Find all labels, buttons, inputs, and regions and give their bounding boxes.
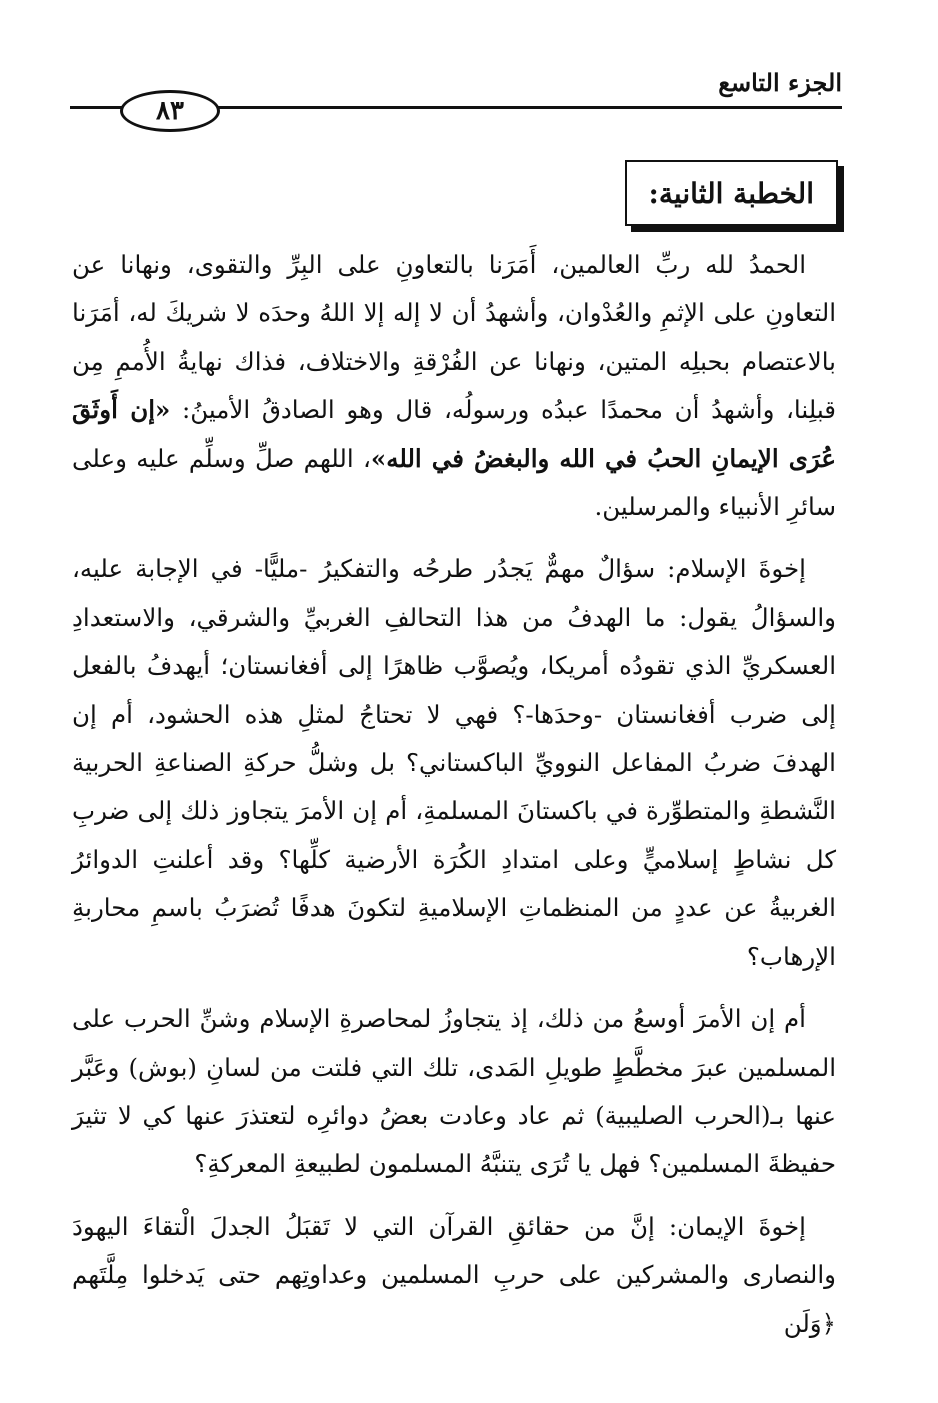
hadith-quote: «إن أَوثَقَ عُرَى الإيمانِ الحبُ في الله والبغضُ في الله» — [72, 395, 837, 473]
paragraph: أم إن الأمرَ أوسعُ من ذلك، إذ يتجاوزُ لمحاصرةِ الإسلام وشنِّ الحرب على المسلمين عبرَ مخطَّطٍ طويلِ المَدى، تلك التي فلتت من لسانِ (بوش) وعَبَّر عنها بـ(الحرب الصليبية) ثم عاد وعادت بعضُ دوائرِه لتعتذرَ عنها كي لا تثيرَ حفيظةَ المسلمين؟ فهل يا تُرَى يتنبَّهُ المسلمون لطبيعةِ المعركةِ؟ — [72, 1004, 836, 1179]
paragraph-text: الحمدُ لله ربِّ العالمين، أَمَرَنا بالتعاونِ على البِرِّ والتقوى، ونهانا عن التعاونِ على الإثمِ والعُدْوان، وأشهدُ أن لا إله إلا اللهُ وحدَه لا شريكَ له، أمَرَنا بالاعتصام بحبلِه المتين، ونهانا عن الفُرْقةِ والاختلاف، فذاك نهايةُ الأُممِ مِن قبلِنا، وأشهدُ أن محمدًا عبدُه ورسولُه، قال وهو الصادقُ الأمينُ: — [72, 250, 836, 425]
paragraph: إخوةَ الإيمان: إنَّ من حقائقِ القرآن التي لا تَقبَلُ الجدلَ الْتقاءَ اليهودَ والنصارى والمشركين على حربِ المسلمين وعداوتِهم حتى يَدخلوا مِلَّتَهم ﴿وَلَن — [72, 1211, 836, 1338]
paragraph-text: ، اللهم صلِّ وسلِّم عليه وعلى سائرِ الأنبياء والمرسلين. — [72, 443, 836, 522]
page-header — [60, 60, 842, 140]
page-number: ٨٣ — [120, 90, 220, 132]
paragraph — [72, 241, 836, 531]
part-title: الجزء التاسع — [718, 68, 842, 97]
section-title: الخطبة الثانية: — [625, 160, 838, 226]
paragraph: إخوةَ الإسلام: سؤالٌ مهمٌّ يَجدُر طرحُه والتفكيرُ -مليًّا- في الإجابة عليه، والسؤالُ يقول: ما الهدفُ من هذا التحالفِ الغربيِّ والشرقي، والاستعدادِ العسكريِّ الذي تقودُه أمريكا، ويُصوَّب ظاهرًا إلى أفغانستان؛ أيهدفُ بالفعل إلى ضرب أفغانستان -وحدَها-؟ فهي لا تحتاجُ لمثلِ هذه الحشود، أم إن الهدفَ ضربُ المفاعل النوويِّ الباكستاني؟ بل وشلُّ حركةِ الصناعةِ الحربية النَّشطةِ والمتطوِّرة في باكستانَ المسلمةِ، أم إن الأمرَ يتجاوز ذلك إلى ضربِ كل نشاطٍ إسلاميٍّ وعلى امتدادِ الكُرَة الأرضية كلِّها؟ وقد أعلنتِ الدوائرُ الغربيةُ عن عددٍ من المنظماتِ الإسلاميةِ لتكونَ هدفًا تُضرَبُ باسمِ محاربةِ الإرهاب؟ — [72, 554, 836, 971]
body-text — [72, 241, 836, 1362]
